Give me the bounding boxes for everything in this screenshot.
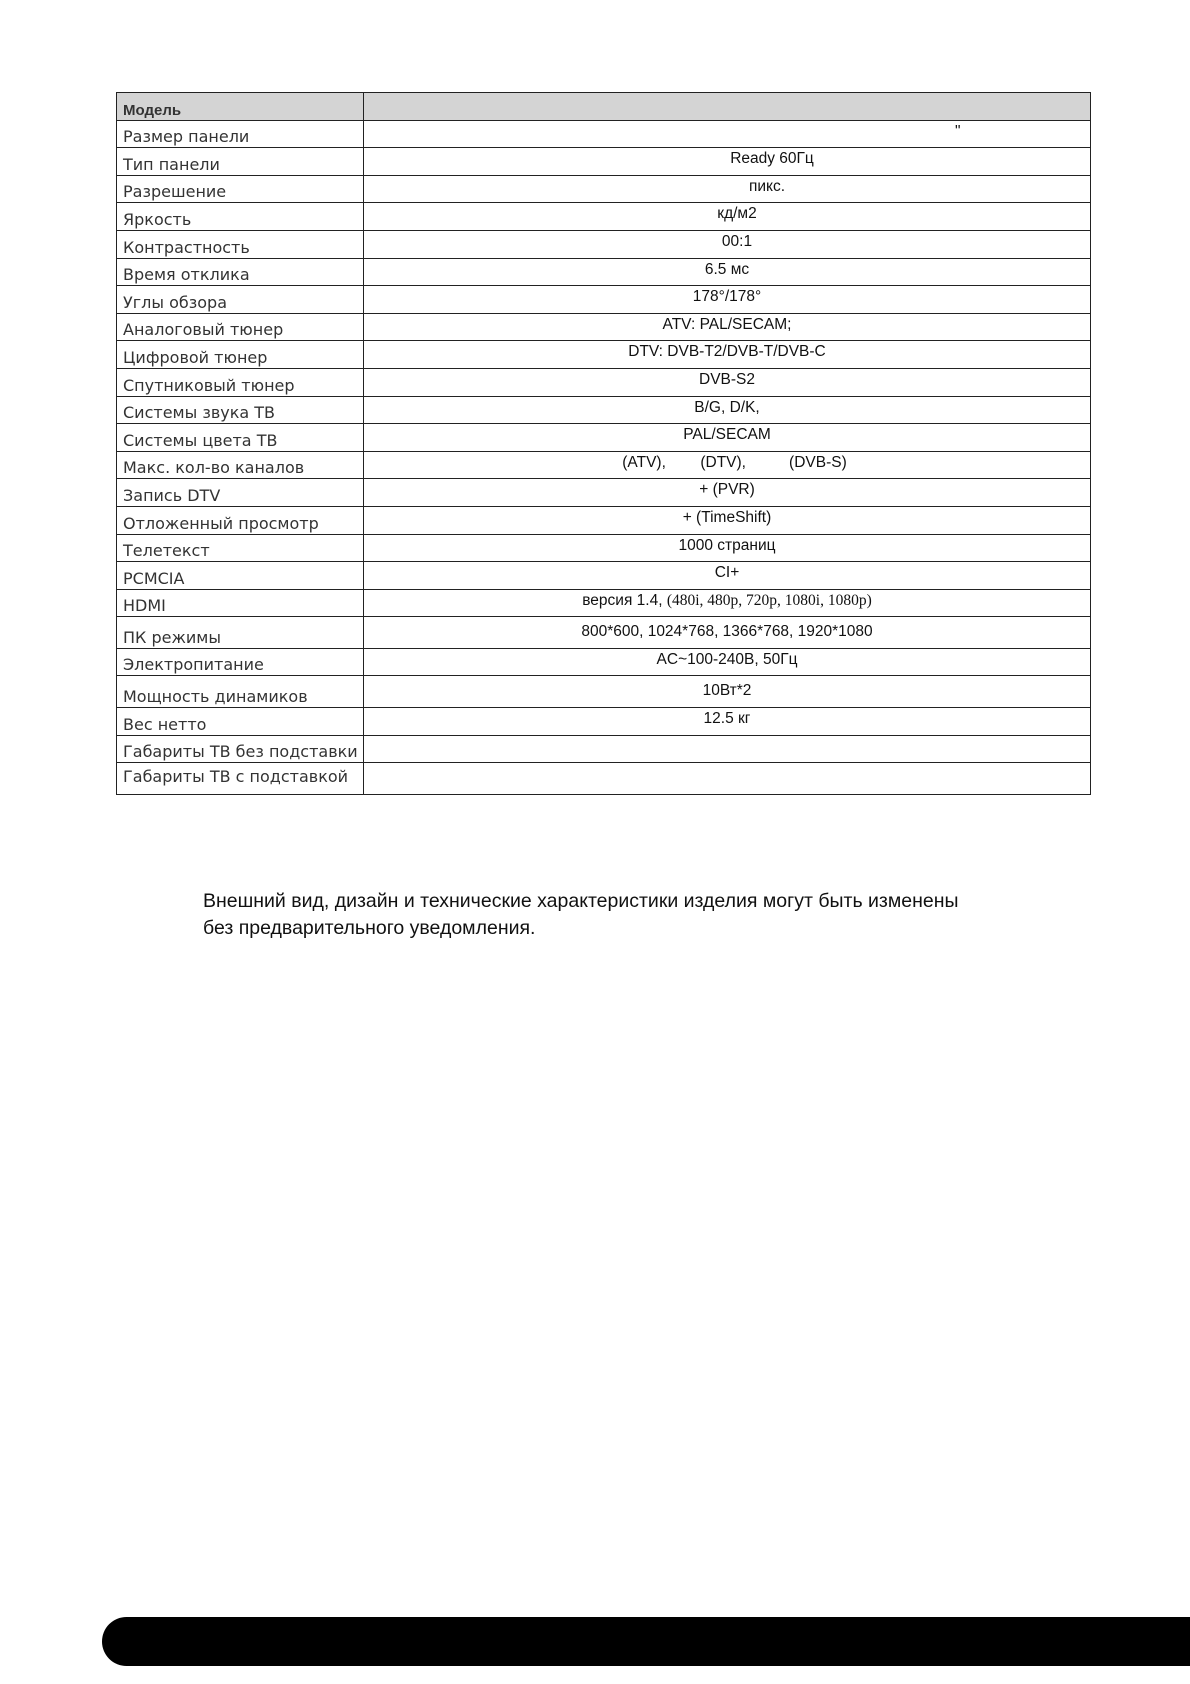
table-row bbox=[117, 203, 1091, 231]
row-value: кд/м2 bbox=[364, 203, 1091, 231]
row-label: Системы цвета ТВ bbox=[117, 424, 364, 452]
table-row bbox=[117, 648, 1091, 676]
row-value: Ready 60Гц bbox=[364, 148, 1091, 176]
table-row bbox=[117, 534, 1091, 562]
table-row bbox=[117, 617, 1091, 649]
table-row bbox=[117, 341, 1091, 369]
table-row bbox=[117, 258, 1091, 286]
row-label: Размер панели bbox=[117, 120, 364, 148]
row-value: " bbox=[364, 120, 1091, 148]
row-label: Контрастность bbox=[117, 230, 364, 258]
table-row bbox=[117, 424, 1091, 452]
row-value: + (PVR) bbox=[364, 479, 1091, 507]
table-row bbox=[117, 175, 1091, 203]
row-label: HDMI bbox=[117, 589, 364, 617]
footer-bar bbox=[102, 1617, 1190, 1666]
row-label: Телетекст bbox=[117, 534, 364, 562]
row-label: Яркость bbox=[117, 203, 364, 231]
row-value: AC~100-240В, 50Гц bbox=[364, 648, 1091, 676]
table-header-row bbox=[117, 93, 1091, 121]
row-value: 10Вт*2 bbox=[364, 676, 1091, 708]
hdmi-version: версия 1.4, bbox=[582, 591, 667, 609]
table-row bbox=[117, 286, 1091, 314]
table-row bbox=[117, 589, 1091, 617]
table-row bbox=[117, 479, 1091, 507]
table-row bbox=[117, 230, 1091, 258]
disclaimer-line-1: Внешний вид, дизайн и технические характеристики изделия могут быть изменены bbox=[203, 890, 959, 912]
table-row bbox=[117, 562, 1091, 590]
row-value: 178°/178° bbox=[364, 286, 1091, 314]
row-label: Запись DTV bbox=[117, 479, 364, 507]
row-value: 6.5 мс bbox=[364, 258, 1091, 286]
row-value: ATV: PAL/SECAM; bbox=[364, 313, 1091, 341]
table-row bbox=[117, 396, 1091, 424]
row-value: DVB-S2 bbox=[364, 368, 1091, 396]
table-row bbox=[117, 708, 1091, 736]
row-label: ПК режимы bbox=[117, 617, 364, 649]
row-value: PAL/SECAM bbox=[364, 424, 1091, 452]
row-label: Габариты ТВ с подставкой bbox=[117, 763, 364, 795]
row-value bbox=[364, 589, 1091, 617]
disclaimer-note bbox=[203, 888, 1063, 942]
row-label: Разрешение bbox=[117, 175, 364, 203]
row-value: (ATV), (DTV), (DVB-S) bbox=[364, 451, 1091, 479]
row-label: Габариты ТВ без подставки bbox=[117, 735, 364, 763]
table-row bbox=[117, 506, 1091, 534]
row-label: Углы обзора bbox=[117, 286, 364, 314]
hdmi-resolutions: (480i, 480p, 720p, 1080i, 1080p) bbox=[666, 591, 872, 609]
table-row bbox=[117, 313, 1091, 341]
row-value: 00:1 bbox=[364, 230, 1091, 258]
table-row bbox=[117, 368, 1091, 396]
row-label: Мощность динамиков bbox=[117, 676, 364, 708]
row-value: 12.5 кг bbox=[364, 708, 1091, 736]
row-value: 1000 страниц bbox=[364, 534, 1091, 562]
spec-table bbox=[116, 92, 1091, 795]
table-row bbox=[117, 763, 1091, 795]
row-label: Спутниковый тюнер bbox=[117, 368, 364, 396]
table-row bbox=[117, 148, 1091, 176]
header-label: Модель bbox=[117, 93, 364, 121]
row-value: + (TimeShift) bbox=[364, 506, 1091, 534]
table-row bbox=[117, 451, 1091, 479]
row-label: Аналоговый тюнер bbox=[117, 313, 364, 341]
row-label: Макс. кол-во каналов bbox=[117, 451, 364, 479]
row-value: B/G, D/K, bbox=[364, 396, 1091, 424]
row-label: Время отклика bbox=[117, 258, 364, 286]
row-label: Отложенный просмотр bbox=[117, 506, 364, 534]
row-label: Электропитание bbox=[117, 648, 364, 676]
row-value: 800*600, 1024*768, 1366*768, 1920*1080 bbox=[364, 617, 1091, 649]
table-row bbox=[117, 676, 1091, 708]
row-label: Тип панели bbox=[117, 148, 364, 176]
header-value bbox=[364, 93, 1091, 121]
row-value: DTV: DVB-T2/DVB-T/DVB-C bbox=[364, 341, 1091, 369]
row-value bbox=[364, 763, 1091, 795]
row-label: PCMCIA bbox=[117, 562, 364, 590]
row-label: Цифровой тюнер bbox=[117, 341, 364, 369]
row-value bbox=[364, 735, 1091, 763]
row-value: пикс. bbox=[364, 175, 1091, 203]
table-row bbox=[117, 120, 1091, 148]
disclaimer-line-2: без предварительного уведомления. bbox=[203, 917, 536, 939]
row-label: Системы звука ТВ bbox=[117, 396, 364, 424]
row-label: Вес нетто bbox=[117, 708, 364, 736]
table-row bbox=[117, 735, 1091, 763]
row-value: CI+ bbox=[364, 562, 1091, 590]
